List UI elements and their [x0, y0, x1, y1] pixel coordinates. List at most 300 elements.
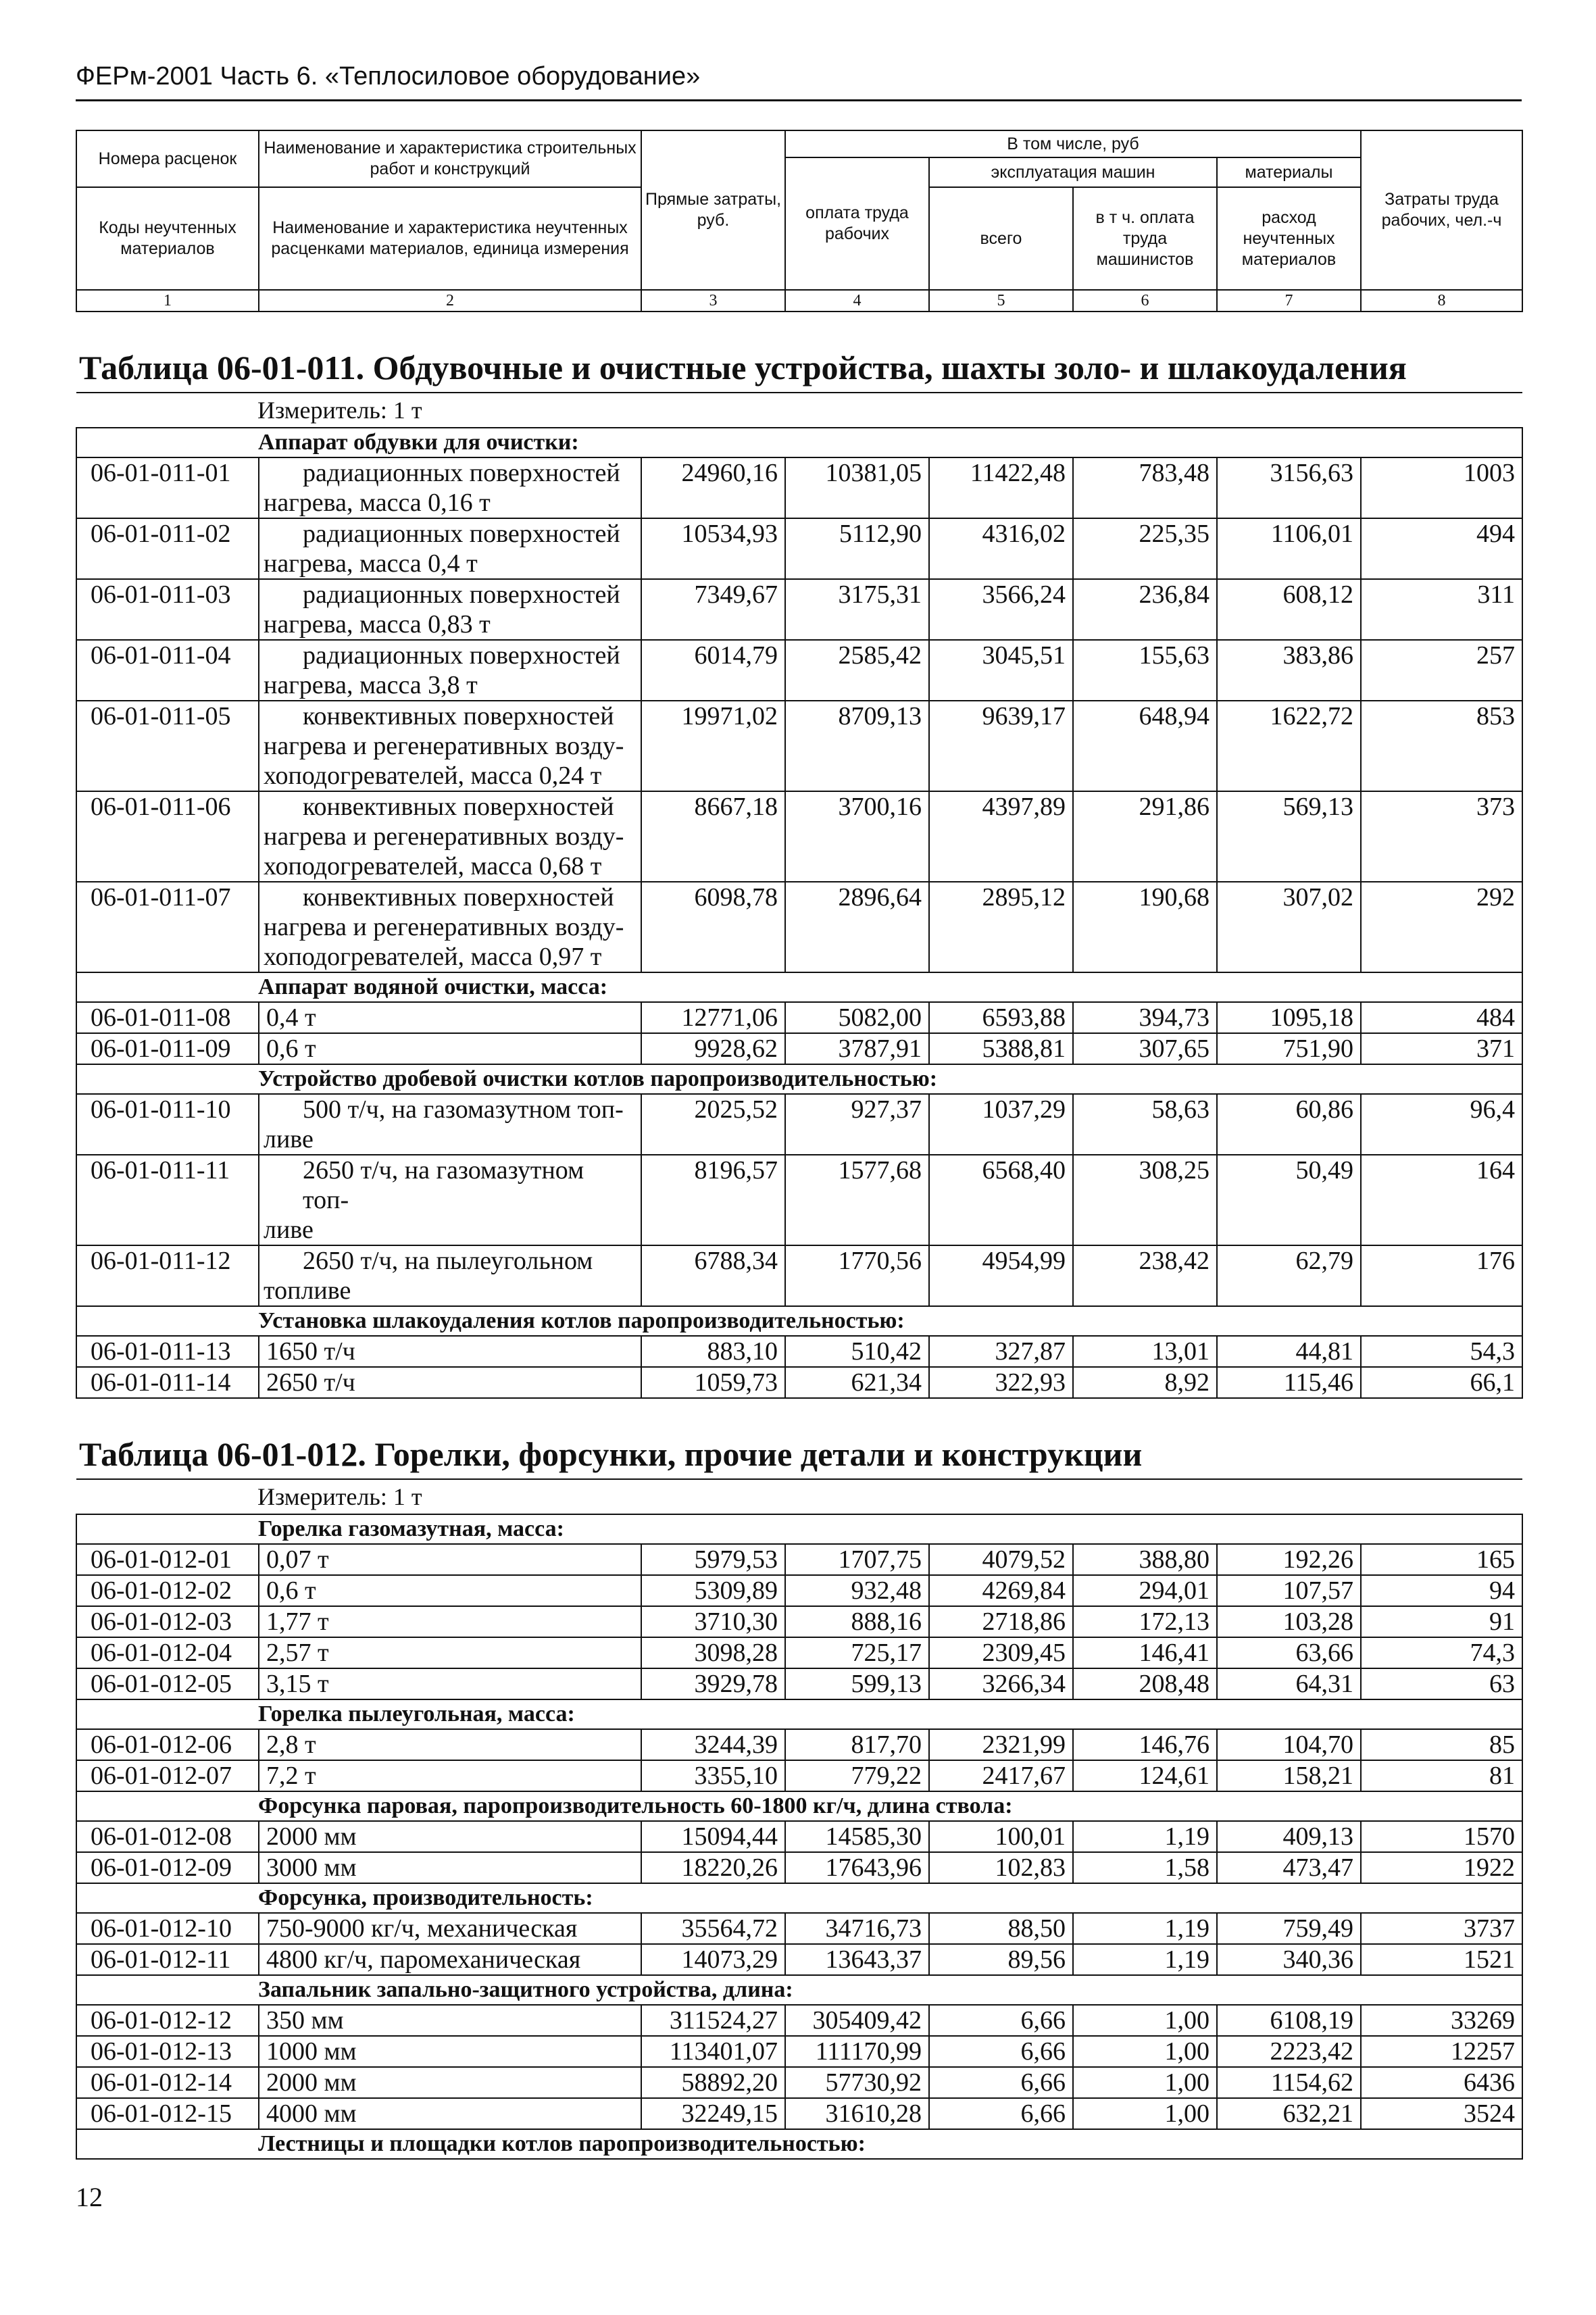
direct-costs: 10534,93 — [641, 518, 785, 579]
rate-code: 06-01-011-02 — [76, 518, 259, 579]
machinist-pay: 155,63 — [1073, 640, 1217, 701]
table-row — [76, 1944, 1522, 1975]
machines-total: 3045,51 — [929, 640, 1073, 701]
labor-pay: 932,48 — [785, 1575, 929, 1606]
rate-name — [259, 1367, 641, 1398]
rate-name — [259, 1033, 641, 1064]
labor-pay: 1707,75 — [785, 1544, 929, 1575]
rate-code: 06-01-012-05 — [76, 1668, 259, 1699]
rate-name-line: хоподогревателей, масса 0,97 т — [264, 943, 602, 971]
machines-total: 88,50 — [929, 1913, 1073, 1944]
table-row — [76, 791, 1522, 882]
table-row — [76, 1094, 1522, 1155]
table-row — [76, 1760, 1522, 1791]
labor-hours: 373 — [1361, 791, 1522, 882]
labor-hours: 853 — [1361, 701, 1522, 791]
machines-total: 3566,24 — [929, 579, 1073, 640]
column-number: 2 — [259, 290, 641, 312]
materials-cost: 2223,42 — [1217, 2036, 1361, 2067]
rate-name-line: хоподогревателей, масса 0,24 т — [264, 762, 602, 790]
rate-name — [259, 882, 641, 972]
machinist-pay: 1,19 — [1073, 1913, 1217, 1944]
direct-costs: 2025,52 — [641, 1094, 785, 1155]
table-row — [76, 1729, 1522, 1760]
rate-name-line: 0,07 т — [266, 1545, 329, 1574]
materials-cost: 50,49 — [1217, 1155, 1361, 1245]
machinist-pay: 58,63 — [1073, 1094, 1217, 1155]
rate-name-line: нагрева и регенеративных возду- — [264, 913, 624, 941]
col-including-header: В том числе, руб — [785, 130, 1361, 157]
rate-code: 06-01-012-12 — [76, 2005, 259, 2036]
rate-name-line: 4800 кг/ч, паромеханическая — [266, 1945, 581, 1974]
labor-pay: 305409,42 — [785, 2005, 929, 2036]
direct-costs: 6788,34 — [641, 1245, 785, 1306]
col-materials-consumption-header: расход неучтенных материалов — [1217, 187, 1361, 290]
machines-total: 6,66 — [929, 2067, 1073, 2098]
labor-hours: 12257 — [1361, 2036, 1522, 2067]
col-machine-operation-header: эксплуатация машин — [929, 157, 1217, 187]
labor-pay: 817,70 — [785, 1729, 929, 1760]
machinist-pay: 208,48 — [1073, 1668, 1217, 1699]
labor-pay: 2585,42 — [785, 640, 929, 701]
col-labor-costs-header: Затраты труда рабочих, чел.-ч — [1361, 130, 1522, 290]
col-labor-pay-header: оплата труда рабочих — [785, 157, 929, 290]
rate-name — [259, 2036, 641, 2067]
machinist-pay: 1,00 — [1073, 2067, 1217, 2098]
materials-cost: 104,70 — [1217, 1729, 1361, 1760]
labor-hours: 1922 — [1361, 1852, 1522, 1883]
machinist-pay: 225,35 — [1073, 518, 1217, 579]
machinist-pay: 146,41 — [1073, 1637, 1217, 1668]
labor-hours: 484 — [1361, 1002, 1522, 1033]
measure-unit: Измеритель: 1 т — [76, 1479, 1522, 1514]
rate-name-line: 1,77 т — [266, 1608, 329, 1636]
labor-hours: 63 — [1361, 1668, 1522, 1699]
materials-cost: 64,31 — [1217, 1668, 1361, 1699]
table-row — [76, 1821, 1522, 1852]
rate-name — [259, 1094, 641, 1155]
group-heading: Лестницы и площадки котлов паропроизводительностью: — [76, 2129, 1522, 2159]
rate-name — [259, 1729, 641, 1760]
rate-name-line: 2650 т/ч, на пылеугольном — [303, 1247, 593, 1275]
rate-name-line: нагрева, масса 0,83 т — [264, 610, 491, 639]
direct-costs: 19971,02 — [641, 701, 785, 791]
rate-name-line: нагрева и регенеративных возду- — [264, 822, 624, 851]
table-row — [76, 457, 1522, 518]
rate-name — [259, 2098, 641, 2129]
rate-code: 06-01-012-04 — [76, 1637, 259, 1668]
direct-costs: 3098,28 — [641, 1637, 785, 1668]
labor-pay: 888,16 — [785, 1606, 929, 1637]
rate-code: 06-01-011-01 — [76, 457, 259, 518]
machinist-pay: 190,68 — [1073, 882, 1217, 972]
col-name-top-header: Наименование и характеристика строительных работ и конструкций — [259, 130, 641, 187]
rate-name-line: 2000 мм — [266, 2068, 357, 2097]
labor-pay: 111170,99 — [785, 2036, 929, 2067]
rate-code: 06-01-011-14 — [76, 1367, 259, 1398]
labor-hours: 6436 — [1361, 2067, 1522, 2098]
col-direct-costs-header: Прямые затраты, руб. — [641, 130, 785, 290]
group-heading: Аппарат обдувки для очистки: — [76, 428, 1522, 457]
materials-cost: 569,13 — [1217, 791, 1361, 882]
rate-code: 06-01-011-13 — [76, 1336, 259, 1367]
labor-pay: 31610,28 — [785, 2098, 929, 2129]
rate-name-line: конвективных поверхностей — [303, 883, 614, 912]
table-title: Таблица 06-01-011. Обдувочные и очистные устройства, шахты золо- и шлакоудаления — [76, 312, 1522, 393]
labor-pay: 13643,37 — [785, 1944, 929, 1975]
table-row — [76, 579, 1522, 640]
rate-name-line: ливе — [264, 1216, 314, 1244]
rate-name — [259, 1944, 641, 1975]
rate-name-line: 2,57 т — [266, 1639, 329, 1667]
labor-hours: 176 — [1361, 1245, 1522, 1306]
labor-pay: 34716,73 — [785, 1913, 929, 1944]
direct-costs: 9928,62 — [641, 1033, 785, 1064]
rate-code: 06-01-012-10 — [76, 1913, 259, 1944]
rate-name — [259, 2005, 641, 2036]
direct-costs: 35564,72 — [641, 1913, 785, 1944]
group-heading: Форсунка, производительность: — [76, 1883, 1522, 1913]
col-materials-header: материалы — [1217, 157, 1361, 187]
direct-costs: 311524,27 — [641, 2005, 785, 2036]
rate-name-line: радиационных поверхностей — [303, 641, 620, 670]
materials-cost: 3156,63 — [1217, 457, 1361, 518]
machines-total: 4269,84 — [929, 1575, 1073, 1606]
column-number: 8 — [1361, 290, 1522, 312]
machines-total: 9639,17 — [929, 701, 1073, 791]
materials-cost: 759,49 — [1217, 1913, 1361, 1944]
rate-name-line: 3000 мм — [266, 1853, 357, 1882]
table-row — [76, 2036, 1522, 2067]
labor-hours: 3737 — [1361, 1913, 1522, 1944]
rate-name-line: нагрева и регенеративных возду- — [264, 732, 624, 760]
rate-name-line: 2000 мм — [266, 1822, 357, 1851]
table-row — [76, 2067, 1522, 2098]
rate-name-line: конвективных поверхностей — [303, 702, 614, 730]
rate-name — [259, 1155, 641, 1245]
rate-code: 06-01-011-08 — [76, 1002, 259, 1033]
materials-cost: 307,02 — [1217, 882, 1361, 972]
rate-name-line: 1000 мм — [266, 2037, 357, 2066]
machinist-pay: 1,00 — [1073, 2036, 1217, 2067]
materials-cost: 632,21 — [1217, 2098, 1361, 2129]
labor-pay: 621,34 — [785, 1367, 929, 1398]
table-row — [76, 1606, 1522, 1637]
rate-code: 06-01-011-12 — [76, 1245, 259, 1306]
direct-costs: 18220,26 — [641, 1852, 785, 1883]
materials-cost: 1622,72 — [1217, 701, 1361, 791]
rate-name-line: нагрева, масса 0,4 т — [264, 549, 478, 578]
table-row — [76, 1002, 1522, 1033]
labor-hours: 54,3 — [1361, 1336, 1522, 1367]
materials-cost: 192,26 — [1217, 1544, 1361, 1575]
table-row — [76, 1367, 1522, 1398]
machinist-pay: 394,73 — [1073, 1002, 1217, 1033]
direct-costs: 113401,07 — [641, 2036, 785, 2067]
materials-cost: 1106,01 — [1217, 518, 1361, 579]
machinist-pay: 13,01 — [1073, 1336, 1217, 1367]
materials-cost: 1154,62 — [1217, 2067, 1361, 2098]
labor-hours: 33269 — [1361, 2005, 1522, 2036]
group-heading: Устройство дробевой очистки котлов паропроизводительностью: — [76, 1064, 1522, 1094]
labor-pay: 8709,13 — [785, 701, 929, 791]
labor-hours: 371 — [1361, 1033, 1522, 1064]
materials-cost: 473,47 — [1217, 1852, 1361, 1883]
materials-cost: 751,90 — [1217, 1033, 1361, 1064]
rate-code: 06-01-011-06 — [76, 791, 259, 882]
machinist-pay: 307,65 — [1073, 1033, 1217, 1064]
page-number: 12 — [76, 2182, 103, 2212]
labor-hours: 91 — [1361, 1606, 1522, 1637]
materials-cost: 6108,19 — [1217, 2005, 1361, 2036]
col-machinist-pay-header: в т ч. оплата труда машинистов — [1073, 187, 1217, 290]
rate-name-line: радиационных поверхностей — [303, 459, 620, 487]
machinist-pay: 1,00 — [1073, 2098, 1217, 2129]
machines-total: 4397,89 — [929, 791, 1073, 882]
materials-cost: 63,66 — [1217, 1637, 1361, 1668]
rate-name-line: 0,4 т — [266, 1003, 316, 1032]
rate-name — [259, 1336, 641, 1367]
column-number: 3 — [641, 290, 785, 312]
column-number: 1 — [76, 290, 259, 312]
machinist-pay: 238,42 — [1073, 1245, 1217, 1306]
rate-code: 06-01-012-09 — [76, 1852, 259, 1883]
rate-code: 06-01-011-07 — [76, 882, 259, 972]
rate-code: 06-01-011-04 — [76, 640, 259, 701]
direct-costs: 5979,53 — [641, 1544, 785, 1575]
direct-costs: 12771,06 — [641, 1002, 785, 1033]
machinist-pay: 1,19 — [1073, 1944, 1217, 1975]
machines-total: 4316,02 — [929, 518, 1073, 579]
materials-cost: 103,28 — [1217, 1606, 1361, 1637]
table-end — [76, 2159, 1522, 2165]
labor-pay: 725,17 — [785, 1637, 929, 1668]
materials-cost: 383,86 — [1217, 640, 1361, 701]
machinist-pay: 1,58 — [1073, 1852, 1217, 1883]
machinist-pay: 1,19 — [1073, 1821, 1217, 1852]
machines-total: 102,83 — [929, 1852, 1073, 1883]
rate-name-line: ливе — [264, 1125, 314, 1153]
machines-total: 6568,40 — [929, 1155, 1073, 1245]
labor-hours: 81 — [1361, 1760, 1522, 1791]
materials-cost: 1095,18 — [1217, 1002, 1361, 1033]
materials-cost: 608,12 — [1217, 579, 1361, 640]
direct-costs: 883,10 — [641, 1336, 785, 1367]
rate-name-line: 1650 т/ч — [266, 1337, 355, 1366]
rate-name — [259, 518, 641, 579]
rate-name-line: 750-9000 кг/ч, механическая — [266, 1914, 578, 1943]
direct-costs: 5309,89 — [641, 1575, 785, 1606]
labor-pay: 57730,92 — [785, 2067, 929, 2098]
labor-hours: 85 — [1361, 1729, 1522, 1760]
rate-code: 06-01-012-06 — [76, 1729, 259, 1760]
machines-total: 322,93 — [929, 1367, 1073, 1398]
table-row — [76, 2005, 1522, 2036]
materials-cost: 107,57 — [1217, 1575, 1361, 1606]
materials-cost: 409,13 — [1217, 1821, 1361, 1852]
machines-total: 2417,67 — [929, 1760, 1073, 1791]
materials-cost: 60,86 — [1217, 1094, 1361, 1155]
direct-costs: 3710,30 — [641, 1606, 785, 1637]
direct-costs: 15094,44 — [641, 1821, 785, 1852]
labor-hours: 1003 — [1361, 457, 1522, 518]
rate-name-line: 2,8 т — [266, 1731, 316, 1759]
labor-hours: 292 — [1361, 882, 1522, 972]
labor-pay: 599,13 — [785, 1668, 929, 1699]
group-heading: Форсунка паровая, паропроизводительность 60-1800 кг/ч, длина ствола: — [76, 1791, 1522, 1821]
table-title: Таблица 06-01-012. Горелки, форсунки, прочие детали и конструкции — [76, 1398, 1522, 1479]
labor-pay: 1577,68 — [785, 1155, 929, 1245]
rate-name-line: 500 т/ч, на газомазутном топ- — [303, 1095, 624, 1124]
group-heading: Горелка газомазутная, масса: — [76, 1514, 1522, 1544]
rate-code: 06-01-012-07 — [76, 1760, 259, 1791]
labor-hours: 494 — [1361, 518, 1522, 579]
direct-costs: 24960,16 — [641, 457, 785, 518]
machines-total: 6,66 — [929, 2005, 1073, 2036]
direct-costs: 3244,39 — [641, 1729, 785, 1760]
table-row — [76, 1336, 1522, 1367]
rate-code: 06-01-011-03 — [76, 579, 259, 640]
machinist-pay: 146,76 — [1073, 1729, 1217, 1760]
table-row — [76, 701, 1522, 791]
col-machines-total-header: всего — [929, 187, 1073, 290]
direct-costs: 32249,15 — [641, 2098, 785, 2129]
labor-hours: 311 — [1361, 579, 1522, 640]
machines-total: 11422,48 — [929, 457, 1073, 518]
labor-hours: 74,3 — [1361, 1637, 1522, 1668]
running-header: ФЕРм-2001 Часть 6. «Теплосиловое оборудование» — [76, 62, 1522, 101]
rate-name — [259, 1245, 641, 1306]
table-row — [76, 2098, 1522, 2129]
rate-name — [259, 791, 641, 882]
rate-name-line: радиационных поверхностей — [303, 520, 620, 548]
table-row — [76, 1155, 1522, 1245]
group-heading: Запальник запально-защитного устройства, длина: — [76, 1975, 1522, 2005]
labor-hours: 165 — [1361, 1544, 1522, 1575]
machines-total: 4954,99 — [929, 1245, 1073, 1306]
labor-pay: 3700,16 — [785, 791, 929, 882]
rate-code: 06-01-012-02 — [76, 1575, 259, 1606]
rate-name-line: 0,6 т — [266, 1576, 316, 1605]
col-rate-numbers-header: Номера расценок — [76, 130, 259, 187]
machines-total: 6,66 — [929, 2036, 1073, 2067]
rate-name — [259, 1821, 641, 1852]
col-name-bottom-header: Наименование и характеристика неучтенных расценками материалов, единица измерения — [259, 187, 641, 290]
machines-total: 89,56 — [929, 1944, 1073, 1975]
materials-cost: 115,46 — [1217, 1367, 1361, 1398]
direct-costs: 6014,79 — [641, 640, 785, 701]
table-row — [76, 640, 1522, 701]
labor-pay: 5082,00 — [785, 1002, 929, 1033]
rate-name-line: радиационных поверхностей — [303, 580, 620, 609]
rate-name — [259, 1544, 641, 1575]
rate-code: 06-01-011-05 — [76, 701, 259, 791]
labor-hours: 3524 — [1361, 2098, 1522, 2129]
materials-cost: 44,81 — [1217, 1336, 1361, 1367]
direct-costs: 3929,78 — [641, 1668, 785, 1699]
table-row — [76, 1575, 1522, 1606]
table-row — [76, 1913, 1522, 1944]
rate-code: 06-01-011-11 — [76, 1155, 259, 1245]
materials-cost: 62,79 — [1217, 1245, 1361, 1306]
rate-name-line: 7,2 т — [266, 1762, 316, 1790]
labor-hours: 1570 — [1361, 1821, 1522, 1852]
direct-costs: 6098,78 — [641, 882, 785, 972]
group-heading: Горелка пылеугольная, масса: — [76, 1699, 1522, 1729]
machines-total: 3266,34 — [929, 1668, 1073, 1699]
rate-name-line: конвективных поверхностей — [303, 793, 614, 821]
column-number: 5 — [929, 290, 1073, 312]
rate-name-line: 350 мм — [266, 2006, 344, 2035]
direct-costs: 8196,57 — [641, 1155, 785, 1245]
rate-name-line: топливе — [264, 1276, 351, 1305]
rate-name-line: нагрева, масса 0,16 т — [264, 489, 491, 517]
rate-name — [259, 579, 641, 640]
rate-code: 06-01-011-10 — [76, 1094, 259, 1155]
labor-hours: 257 — [1361, 640, 1522, 701]
labor-pay: 510,42 — [785, 1336, 929, 1367]
group-heading: Установка шлакоудаления котлов паропроизводительностью: — [76, 1306, 1522, 1336]
direct-costs: 58892,20 — [641, 2067, 785, 2098]
table-row — [76, 1245, 1522, 1306]
direct-costs: 8667,18 — [641, 791, 785, 882]
rate-name-line: хоподогревателей, масса 0,68 т — [264, 852, 602, 880]
column-number: 6 — [1073, 290, 1217, 312]
rate-code: 06-01-012-11 — [76, 1944, 259, 1975]
labor-pay: 5112,90 — [785, 518, 929, 579]
machines-total: 2321,99 — [929, 1729, 1073, 1760]
machines-total: 6,66 — [929, 2098, 1073, 2129]
direct-costs: 1059,73 — [641, 1367, 785, 1398]
rate-name — [259, 1575, 641, 1606]
labor-hours: 1521 — [1361, 1944, 1522, 1975]
labor-pay: 10381,05 — [785, 457, 929, 518]
rate-code: 06-01-012-14 — [76, 2067, 259, 2098]
labor-pay: 17643,96 — [785, 1852, 929, 1883]
rate-name-line: 0,6 т — [266, 1035, 316, 1063]
machinist-pay: 8,92 — [1073, 1367, 1217, 1398]
rate-name — [259, 1852, 641, 1883]
table-row — [76, 1852, 1522, 1883]
table-row — [76, 1544, 1522, 1575]
labor-pay: 14585,30 — [785, 1821, 929, 1852]
table-row — [76, 1668, 1522, 1699]
rates-table — [76, 130, 1523, 2165]
labor-pay: 927,37 — [785, 1094, 929, 1155]
direct-costs: 7349,67 — [641, 579, 785, 640]
rate-name-line: 4000 мм — [266, 2099, 357, 2128]
rate-code: 06-01-012-15 — [76, 2098, 259, 2129]
rate-name — [259, 1668, 641, 1699]
machinist-pay: 236,84 — [1073, 579, 1217, 640]
machinist-pay: 308,25 — [1073, 1155, 1217, 1245]
rate-name-line: 3,15 т — [266, 1670, 329, 1698]
rate-code: 06-01-012-08 — [76, 1821, 259, 1852]
labor-pay: 3175,31 — [785, 579, 929, 640]
machines-total: 1037,29 — [929, 1094, 1073, 1155]
labor-pay: 2896,64 — [785, 882, 929, 972]
table-row — [76, 1033, 1522, 1064]
rate-name — [259, 1913, 641, 1944]
rate-name — [259, 701, 641, 791]
machines-total: 2718,86 — [929, 1606, 1073, 1637]
labor-pay: 3787,91 — [785, 1033, 929, 1064]
rate-name — [259, 1606, 641, 1637]
labor-pay: 1770,56 — [785, 1245, 929, 1306]
rate-name — [259, 457, 641, 518]
machinist-pay: 294,01 — [1073, 1575, 1217, 1606]
rate-name — [259, 1760, 641, 1791]
